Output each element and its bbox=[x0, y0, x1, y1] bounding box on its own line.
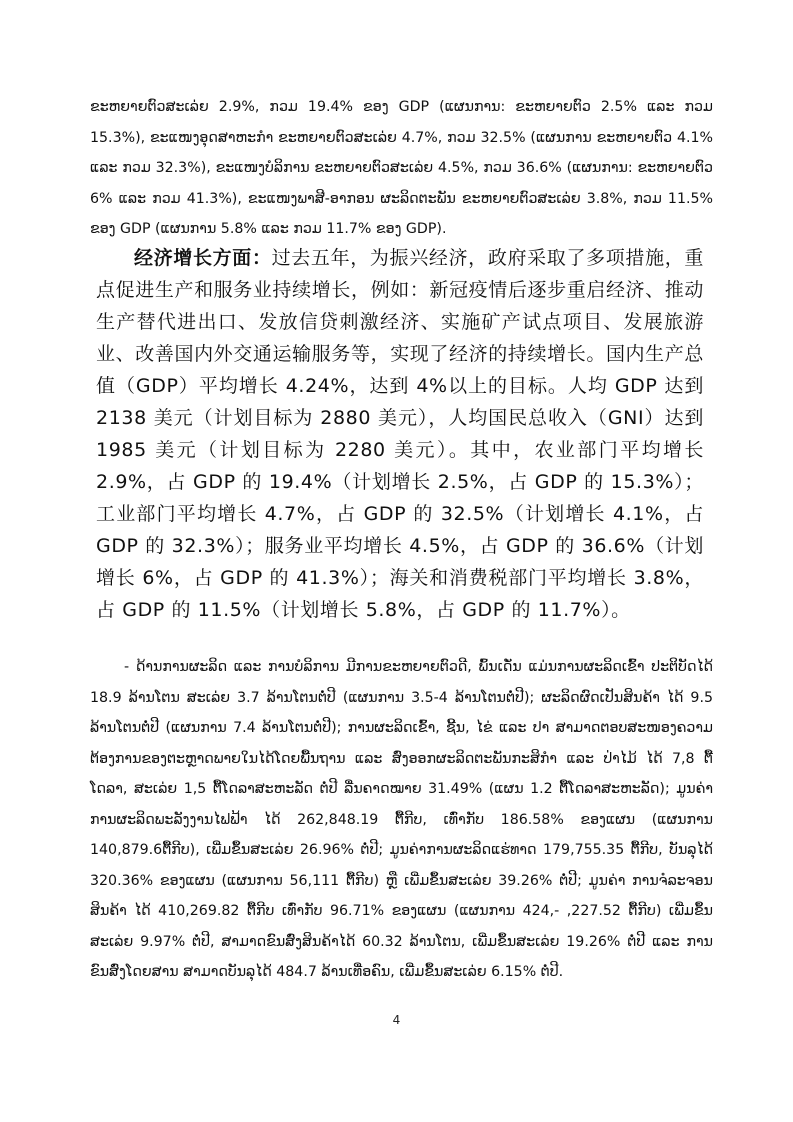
page-number: 4 bbox=[392, 1013, 401, 1027]
paragraph-zh-body: 过去五年，为振兴经济，政府采取了多项措施，重点促进生产和服务业持续增长，例如：新冠疫情后逐步重启经济、推动生产替代进出口、发放信贷刺激经济、实施矿产试点项目、发展旅游业、改善国内外交通运输服务等，实现了经济的持续增长。国内生产总值（GDP）平均增长 4.24%，达到 4%以上的目标。人均 GDP 达到 2138 美元（计划目标为 2880 美元），人均国民总收入（GNI）达到 1985 美元（计划目标为 2280 美元）。其中，农业部门平均增长 2.9%，占 GDP 的 19.4%（计划增长 2.5%，占 GDP 的 15.3%）；工业部门平均增长 4.7%，占 GDP 的 32.5%（计划增长 4.1%，占 GDP 的 32.3%）；服务业平均增长 4.5%，占 GDP 的 36.6%（计划增长 6%，占 GDP 的 41.3%）；海关和消费税部门平均增长 3.8%，占 GDP 的 11.5%（计划增长 5.8%，占 GDP 的 11.7%）。 bbox=[96, 247, 705, 621]
paragraph-zh-lead-heading: 经济增长方面： bbox=[134, 247, 272, 269]
paragraph-lao-sector-growth: ຂະຫຍາຍຕົວສະເລ່ຍ 2.9%, ກວມ 19.4% ຂອງ GDP (ແຜນການ: ຂະຫຍາຍຕົວ 2.5% ແລະ ກວມ 15.3%), ຂະແໜງອຸດສາຫະກໍາ ຂະຫຍາຍຕົວສະເລ່ຍ 4.7%, ກວມ 32.5% (ແຜນການ ຂະຫຍາຍຕົວ 4.1% ແລະ ກວມ 32.3%), ຂະແໜງບໍລິການ ຂະຫຍາຍຕົວສະເລ່ຍ 4.5%, ກວມ 36.6% (ແຜນການ: ຂະຫຍາຍຕົວ 6% ແລະ ກວມ 41.3%), ຂະແໜງພາສີ-ອາກອນ ຜະລິດຕະພັນ ຂະຫຍາຍຕົວສະເລ່ຍ 3.8%, ກວມ 11.5% ຂອງ GDP (ແຜນການ 5.8% ແລະ ກວມ 11.7% ຂອງ GDP). bbox=[90, 99, 713, 237]
paragraph-zh-economic-growth bbox=[96, 242, 704, 626]
paragraph-lao-production-services: - ດ້ານການຜະລິດ ແລະ ການບໍລິການ ມີການຂະຫຍາຍຕົວດີ, ພົ້ນເດັ່ນ ແມ່ນການຜະລິດເຂົ້າ ປະຕິບັດໄດ້ 18.9 ລ້ານໂຕນ ສະເລ່ຍ 3.7 ລ້ານໂຕນຕໍ່ປີ (ແຜນການ 3.5-4 ລ້ານໂຕນຕໍ່ປີ); ຜະລິດຜົດເປັນສິນຄ້າ ໄດ້ 9.5 ລ້ານໂຕນຕໍ່ປີ (ແຜນການ 7.4 ລ້ານໂຕນຕໍ່ປີ); ການຜະລິດເຂົ້າ, ຊີ້ນ, ໄຂ່ ແລະ ປາ ສາມາດຕອບສະໜອງຄວາມຕ້ອງການຂອງຕະຫຼາດພາຍໃນໄດ້ໂດຍພື້ນຖານ ແລະ ສົ່ງອອກຜະລິດຕະພັນກະສິກໍາ ແລະ ປ່າໄມ້ ໄດ້ 7,8 ຕື້ໂດລາ, ສະເລ່ຍ 1,5 ຕື້ໂດລາສະຫະລັດ ຕໍ່ປີ ລື່ນຄາດໝາຍ 31.49% (ແຜນ 1.2 ຕື້ໂດລາສະຫະລັດ); ມູນຄ່າການຜະລິດພະລັງງານໄຟຟ້າ ໄດ້ 262,848.19 ຕື້ກີບ, ເທົ່າກັບ 186.58% ຂອງແຜນ (ແຜນການ 140,879.6ຕື້ກີບ), ເພີ່ມຂຶ້ນສະເລ່ຍ 26.96% ຕໍ່ປີ; ມູນຄ່າການຜະລິດແຮ່ທາດ 179,755.35 ຕື້ກີບ, ບັນລຸໄດ້ 320.36% ຂອງແຜນ (ແຜນການ 56,111 ຕື້ກີບ) ຫຼື ເພີ່ມຂຶ້ນສະເລ່ຍ 39.26% ຕໍ່ປີ; ມູນຄ່າ ການຈໍລະຈອນສິນຄ້າ ໄດ້ 410,269.82 ຕື້ກີບ ເທົ່າກັບ 96.71% ຂອງແຜນ (ແຜນການ 424,- ,227.52 ຕື້ກີບ) ເພີ່ມຂຶ້ນສະເລ່ຍ 9.97% ຕໍ່ປີ, ສາມາດຂົນສົ່ງສິນຄ້າໄດ້ 60.32 ລ້ານໂຕນ, ເພີ່ມຂຶ້ນສະເລ່ຍ 19.26% ຕໍ່ປີ ແລະ ການຂົນສົ່ງໂດຍສານ ສາມາດບັນລຸໄດ້ 484.7 ລ້ານເທື່ອຄົນ, ເພີ່ມຂຶ້ນສະເລ່ຍ 6.15% ຕໍ່ປີ. bbox=[90, 659, 713, 980]
